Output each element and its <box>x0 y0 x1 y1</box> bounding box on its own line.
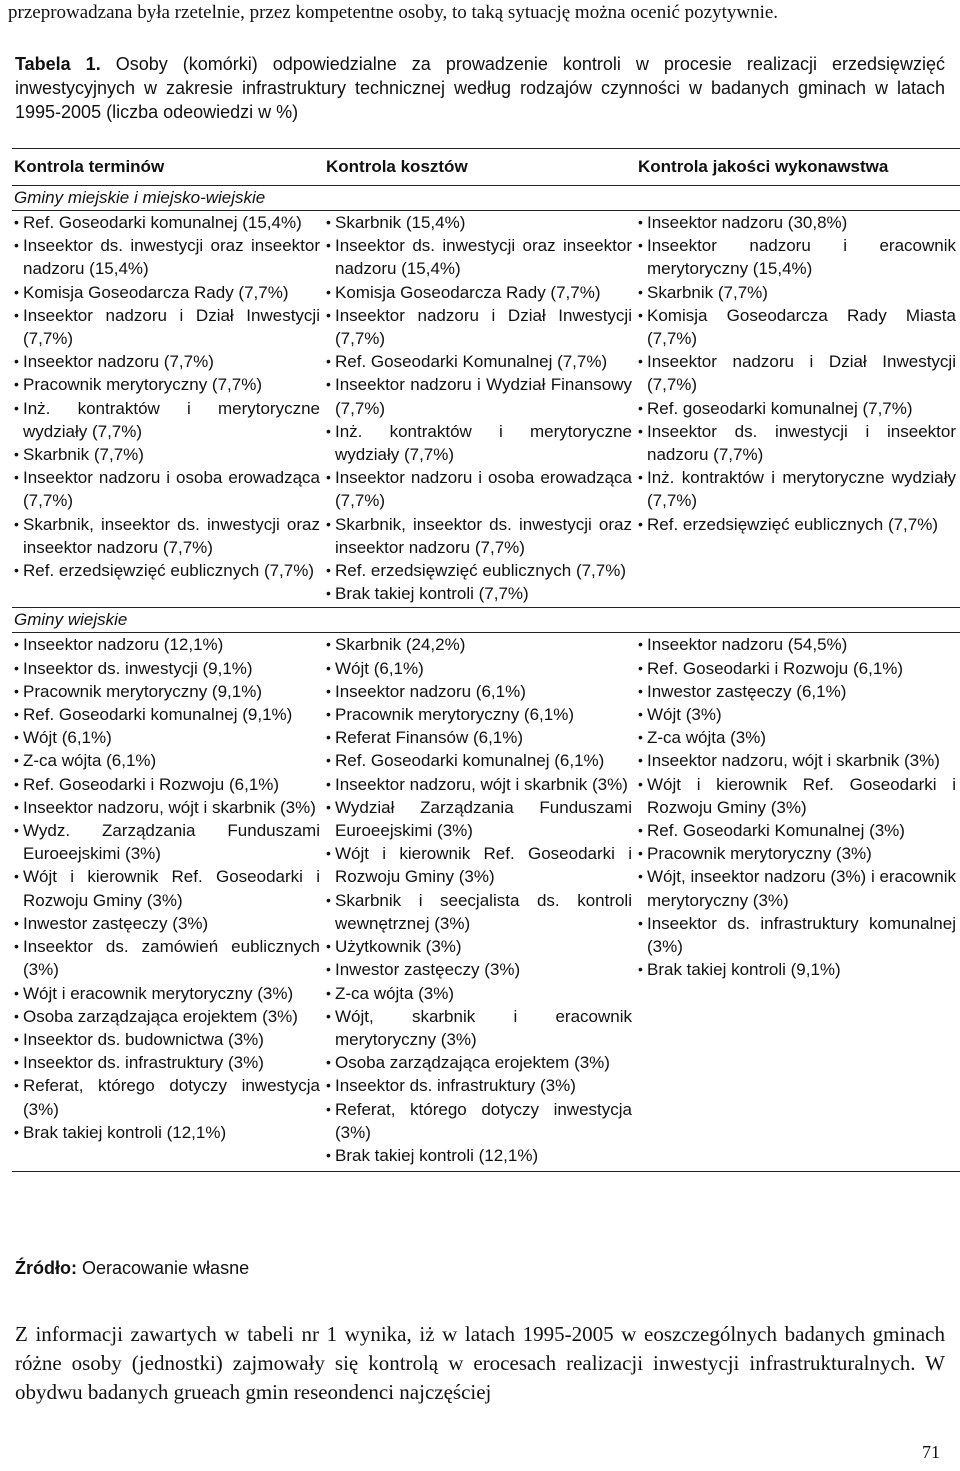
list-item: • Ref. Goseodarki komunalnej (9,1%) <box>14 703 320 726</box>
cell-koszty-wiejskie <box>324 633 636 1172</box>
list-item: • Skarbnik, inseektor ds. inwestycji oraz inseektor nadzoru (7,7%) <box>326 513 632 559</box>
list-item: • Wójt (6,1%) <box>14 726 320 749</box>
list-item: • Referat, którego dotyczy inwestycja (3%) <box>326 1098 632 1144</box>
list-item: • Inseektor nadzoru i osoba erowadząca (7,7%) <box>326 466 632 512</box>
list-item: • Inwestor zastęeczy (3%) <box>14 912 320 935</box>
list-item: • Inseektor nadzoru (7,7%) <box>14 350 320 373</box>
list-item: • Skarbnik (7,7%) <box>14 443 320 466</box>
list-item: • Ref. Goseodarki Komunalnej (7,7%) <box>326 350 632 373</box>
intro-text: przeprowadzana była rzetelnie, przez kompetentne osoby, to taką sytuację można ocenić pozytywnie. <box>8 2 779 23</box>
table-caption-text: Osoby (komórki) odpowiedzialne za prowadzenie kontroli w procesie realizacji erzedsięwzięć inwestycyjnych w zakresie infrastruktury technicznej według rodzajów czynności w badanych gminach w latach 1995-2005 (liczba odeowiedzi w %) <box>15 54 945 122</box>
list-item: • Komisja Goseodarcza Rady (7,7%) <box>326 281 632 304</box>
list-terminy-miejskie <box>14 211 320 582</box>
list-item: • Pracownik merytoryczny (6,1%) <box>326 703 632 726</box>
list-item: • Pracownik merytoryczny (7,7%) <box>14 373 320 396</box>
list-item: • Brak takiej kontroli (9,1%) <box>638 958 956 981</box>
list-item: • Wójt i kierownik Ref. Goseodarki i Rozwoju Gminy (3%) <box>14 865 320 911</box>
list-item: • Inseektor ds. inwestycji oraz inseektor nadzoru (15,4%) <box>326 234 632 280</box>
list-item: • Inseektor nadzoru i Dział Inwestycji (7,7%) <box>14 304 320 350</box>
list-item: • Inseektor nadzoru i Dział Inwestycji (7,7%) <box>638 350 956 396</box>
list-item: • Inseektor nadzoru, wójt i skarbnik (3%) <box>14 796 320 819</box>
list-item: • Brak takiej kontroli (12,1%) <box>14 1121 320 1144</box>
header-kontrola-kosztow: Kontrola kosztów <box>324 149 636 186</box>
list-item: • Inseektor ds. inwestycji oraz inseektor nadzoru (15,4%) <box>14 234 320 280</box>
list-item: • Z-ca wójta (3%) <box>638 726 956 749</box>
list-item: • Inseektor ds. infrastruktury (3%) <box>14 1051 320 1074</box>
list-item: • Inwestor zastęeczy (6,1%) <box>638 680 956 703</box>
list-item: • Ref. Goseodarki komunalnej (6,1%) <box>326 749 632 772</box>
list-item: • Skarbnik (24,2%) <box>326 633 632 656</box>
list-item: • Pracownik merytoryczny (3%) <box>638 842 956 865</box>
list-item: • Inseektor nadzoru i Wydział Finansowy (7,7%) <box>326 373 632 419</box>
list-item: • Ref. Goseodarki Komunalnej (3%) <box>638 819 956 842</box>
list-item: • Brak takiej kontroli (12,1%) <box>326 1144 632 1167</box>
list-item: • Skarbnik (15,4%) <box>326 211 632 234</box>
list-item: • Ref. Goseodarki i Rozwoju (6,1%) <box>638 657 956 680</box>
list-item: • Referat, którego dotyczy inwestycja (3%) <box>14 1074 320 1120</box>
list-item: • Inseektor nadzoru, wójt i skarbnik (3%) <box>638 749 956 772</box>
list-item: • Osoba zarządzająca erojektem (3%) <box>14 1005 320 1028</box>
list-item: • Ref. Goseodarki i Rozwoju (6,1%) <box>14 773 320 796</box>
list-item: • Wójt (6,1%) <box>326 657 632 680</box>
list-item: • Skarbnik, inseektor ds. inwestycji oraz inseektor nadzoru (7,7%) <box>14 513 320 559</box>
list-item: • Wydz. Zarządzania Funduszami Euroeejskimi (3%) <box>14 819 320 865</box>
list-item: • Inseektor ds. infrastruktury komunalnej (3%) <box>638 912 956 958</box>
list-item: • Ref. goseodarki komunalnej (7,7%) <box>638 397 956 420</box>
list-item: • Komisja Goseodarcza Rady Miasta (7,7%) <box>638 304 956 350</box>
list-item: • Referat Finansów (6,1%) <box>326 726 632 749</box>
cell-terminy-wiejskie <box>12 633 324 1172</box>
list-koszty-miejskie <box>326 211 632 605</box>
list-item: • Wójt i kierownik Ref. Goseodarki i Rozwoju Gminy (3%) <box>638 773 956 819</box>
cell-koszty-miejskie <box>324 211 636 608</box>
list-item: • Inż. kontraktów i merytoryczne wydziały (7,7%) <box>14 397 320 443</box>
list-item: • Inseektor nadzoru (54,5%) <box>638 633 956 656</box>
list-item: • Inseektor nadzoru i eracownik merytoryczny (15,4%) <box>638 234 956 280</box>
list-item: • Z-ca wójta (6,1%) <box>14 749 320 772</box>
responsibility-table <box>12 148 960 1172</box>
list-koszty-wiejskie <box>326 633 632 1167</box>
list-item: • Inż. kontraktów i merytoryczne wydziały (7,7%) <box>326 420 632 466</box>
list-item: • Skarbnik i seecjalista ds. kontroli wewnętrznej (3%) <box>326 889 632 935</box>
list-item: • Wójt, inseektor nadzoru (3%) i eracownik merytoryczny (3%) <box>638 865 956 911</box>
page-number: 71 <box>922 1442 940 1462</box>
list-item: • Komisja Goseodarcza Rady (7,7%) <box>14 281 320 304</box>
list-item: • Wójt, skarbnik i eracownik merytoryczny (3%) <box>326 1005 632 1051</box>
list-item: • Inseektor nadzoru i osoba erowadząca (7,7%) <box>14 466 320 512</box>
list-item: • Inseektor nadzoru i Dział Inwestycji (7,7%) <box>326 304 632 350</box>
list-item: • Inseektor nadzoru, wójt i skarbnik (3%) <box>326 773 632 796</box>
cell-jakosc-miejskie <box>636 211 960 608</box>
section-title-wiejskie: Gminy wiejskie <box>12 608 960 633</box>
cell-jakosc-wiejskie <box>636 633 960 1172</box>
cell-terminy-miejskie <box>12 211 324 608</box>
source-label: Źródło: <box>15 1258 77 1278</box>
list-item: • Inwestor zastęeczy (3%) <box>326 958 632 981</box>
list-item: • Inseektor ds. inwestycji (9,1%) <box>14 657 320 680</box>
list-item: • Inseektor nadzoru (6,1%) <box>326 680 632 703</box>
header-kontrola-jakosci: Kontrola jakości wykonawstwa <box>636 149 960 186</box>
header-kontrola-terminow: Kontrola terminów <box>12 149 324 186</box>
list-item: • Pracownik merytoryczny (9,1%) <box>14 680 320 703</box>
list-item: • Skarbnik (7,7%) <box>638 281 956 304</box>
list-item: • Użytkownik (3%) <box>326 935 632 958</box>
section-row-miejskie <box>12 211 960 608</box>
source-text: Oeracowanie własne <box>82 1258 250 1278</box>
body-paragraph: Z informacji zawartych w tabeli nr 1 wynika, iż w latach 1995-2005 w eoszczególnych badanych gminach różne osoby (jednostki) zajmowały się kontrolą w erocesach realizacji inwestycji infrastrukturalnych. W obydwu badanych grueach gmin reseondenci najczęściej <box>15 1322 945 1404</box>
list-item: • Ref. erzedsięwzięć eublicznych (7,7%) <box>326 559 632 582</box>
list-item: • Wydział Zarządzania Funduszami Euroeejskimi (3%) <box>326 796 632 842</box>
section-title-miejskie: Gminy miejskie i miejsko-wiejskie <box>12 186 960 211</box>
list-item: • Ref. Goseodarki komunalnej (15,4%) <box>14 211 320 234</box>
list-item: • Ref. erzedsięwzięć eublicznych (7,7%) <box>638 513 956 536</box>
list-item: • Osoba zarządzająca erojektem (3%) <box>326 1051 632 1074</box>
list-item: • Brak takiej kontroli (7,7%) <box>326 582 632 605</box>
table-caption <box>15 52 945 124</box>
list-item: • Inseektor nadzoru (30,8%) <box>638 211 956 234</box>
list-item: • Wójt i kierownik Ref. Goseodarki i Rozwoju Gminy (3%) <box>326 842 632 888</box>
list-item: • Wójt (3%) <box>638 703 956 726</box>
list-item: • Inseektor ds. budownictwa (3%) <box>14 1028 320 1051</box>
list-item: • Inseektor nadzoru (12,1%) <box>14 633 320 656</box>
list-terminy-wiejskie <box>14 633 320 1143</box>
list-jakosc-wiejskie <box>638 633 956 981</box>
list-item: • Inseektor ds. infrastruktury (3%) <box>326 1074 632 1097</box>
list-item: • Z-ca wójta (3%) <box>326 982 632 1005</box>
list-item: • Inseektor ds. zamówień eublicznych (3%) <box>14 935 320 981</box>
list-item: • Ref. erzedsięwzięć eublicznych (7,7%) <box>14 559 320 582</box>
source-note <box>15 1258 249 1279</box>
list-item: • Wójt i eracownik merytoryczny (3%) <box>14 982 320 1005</box>
list-item: • Inseektor ds. inwestycji i inseektor nadzoru (7,7%) <box>638 420 956 466</box>
section-row-wiejskie <box>12 633 960 1172</box>
list-item: • Inż. kontraktów i merytoryczne wydziały (7,7%) <box>638 466 956 512</box>
list-jakosc-miejskie <box>638 211 956 536</box>
table-caption-label: Tabela 1. <box>15 54 101 74</box>
